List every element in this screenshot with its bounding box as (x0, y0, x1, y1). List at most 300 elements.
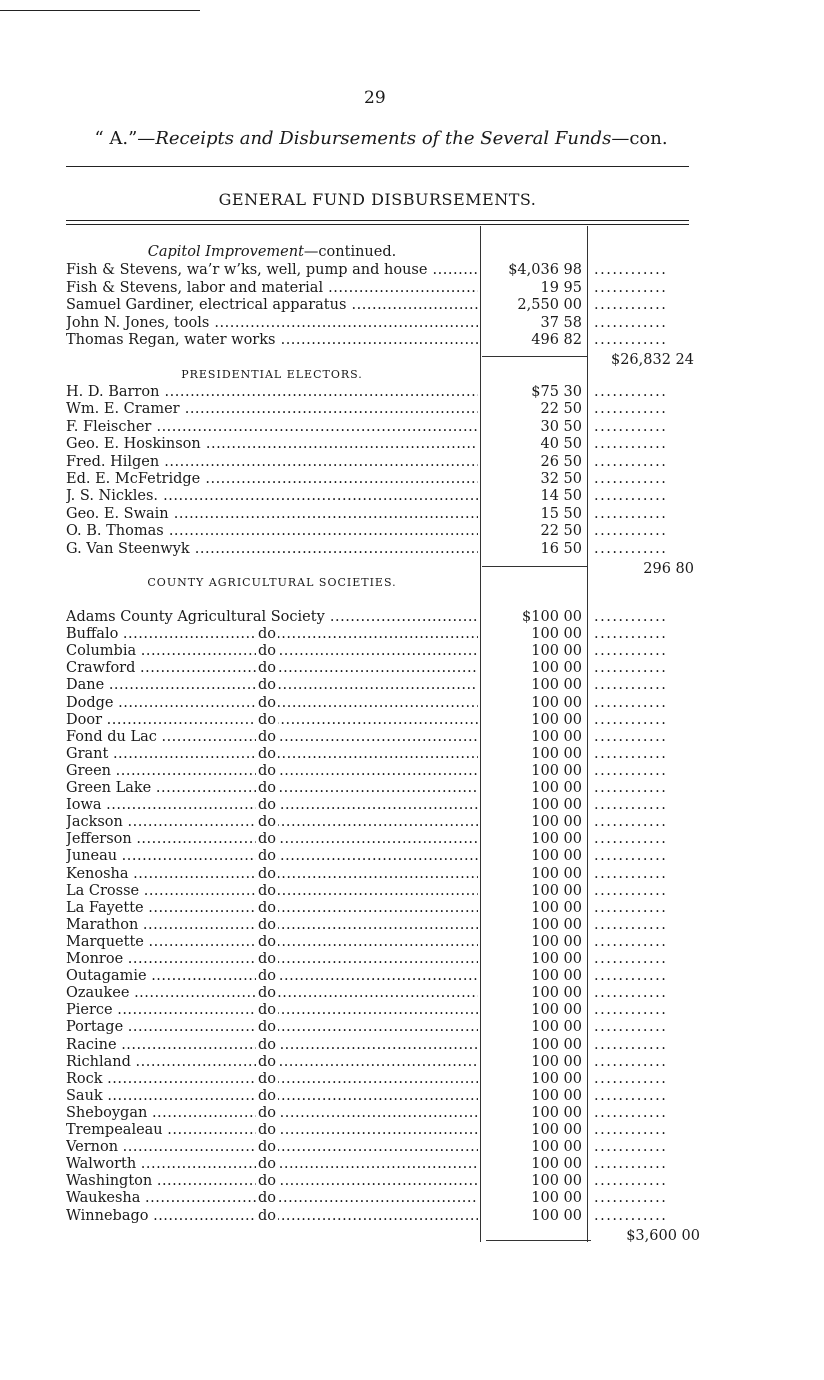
row-amount: 100 00 (531, 865, 582, 882)
row-leader-total: ............ (594, 418, 668, 435)
row-ditto: do (258, 865, 277, 882)
table-row (66, 883, 706, 900)
row-label: Dane (66, 677, 105, 694)
row-leader-total: ............ (594, 436, 668, 453)
row-label: Green (66, 762, 112, 779)
row-label: Fred. Hilgen (66, 453, 160, 470)
row-leader-total: ............ (594, 831, 668, 848)
row-label: Vernon (66, 1139, 119, 1156)
row-leader (102, 712, 107, 728)
row-name (66, 1190, 478, 1207)
row-name (66, 746, 478, 763)
row-leader (114, 695, 119, 711)
row-label: Waukesha (66, 1190, 141, 1207)
row-leader (138, 917, 143, 933)
row-leader (144, 900, 149, 916)
row-leader (103, 1071, 108, 1087)
row-ditto: do (258, 1104, 277, 1121)
row-name (66, 763, 478, 780)
row-amount: 2,550 00 (517, 297, 582, 313)
row-ditto: do (258, 677, 277, 694)
row-name (66, 384, 478, 401)
row-leader-total: ............ (594, 1087, 668, 1104)
row-ditto: do (258, 1002, 277, 1019)
row-amount: 100 00 (531, 1190, 582, 1207)
row-leader-total: ............ (594, 711, 668, 728)
row-ditto: do (258, 1190, 277, 1207)
row-label: J. S. Nickles. (66, 488, 159, 505)
page-heading (66, 128, 696, 149)
row-leader-total: ............ (594, 968, 668, 985)
table-row (66, 436, 706, 453)
row-amount: 100 00 (531, 882, 582, 899)
row-leader-total: ............ (594, 523, 668, 540)
row-leader (147, 968, 152, 984)
row-amount: 100 00 (531, 933, 582, 950)
row-label: Fish & Stevens, wa’r w’ks, well, pump and house (66, 262, 428, 278)
row-ditto: do (258, 916, 277, 933)
row-name (66, 1139, 478, 1156)
row-label: Racine (66, 1036, 117, 1053)
row-leader-total: ............ (594, 1070, 668, 1087)
row-label: Rock (66, 1070, 103, 1087)
row-name (66, 401, 478, 418)
row-name (66, 1088, 478, 1105)
table-row (66, 401, 706, 418)
row-name (66, 1019, 478, 1036)
table-row (66, 712, 706, 729)
row-name (66, 1054, 478, 1071)
row-name (66, 436, 478, 453)
table-row (66, 523, 706, 540)
row-leader-total: ............ (594, 797, 668, 814)
table-row (66, 866, 706, 883)
row-leader (123, 814, 128, 830)
row-label: Juneau (66, 848, 118, 865)
table-row (66, 315, 706, 332)
table-row (66, 541, 706, 558)
table-row (66, 729, 706, 746)
table-row (66, 677, 706, 694)
row-ditto: do (258, 694, 277, 711)
table-row (66, 1190, 706, 1207)
row-leader (140, 1190, 145, 1206)
row-leader-total: ............ (594, 314, 668, 331)
row-label: Iowa (66, 797, 102, 814)
table-row (66, 1037, 706, 1054)
row-ditto: do (258, 951, 277, 967)
row-ditto: do (258, 780, 277, 796)
row-amount: 100 00 (531, 951, 582, 967)
row-leader (123, 1019, 128, 1035)
row-amount: 100 00 (531, 899, 582, 916)
row-amount: 100 00 (531, 985, 582, 1002)
row-ditto: do (258, 1053, 277, 1070)
heading-rule (66, 166, 689, 167)
table-row (66, 488, 706, 505)
row-leader-total: ............ (594, 1002, 668, 1019)
row-leader (135, 660, 140, 676)
table-row (66, 1105, 706, 1122)
row-name (66, 917, 478, 934)
row-amount: 100 00 (531, 1122, 582, 1138)
row-leader-total: ............ (594, 471, 668, 487)
row-name (66, 1002, 478, 1019)
row-leader-total: ............ (594, 865, 668, 882)
capitol-total: $26,832 24 (610, 352, 694, 368)
row-leader (123, 951, 128, 967)
row-leader-total: ............ (594, 609, 668, 625)
row-label: Marquette (66, 933, 144, 950)
row-amount: 100 00 (531, 1207, 582, 1224)
table-row (66, 968, 706, 985)
row-leader-total: ............ (594, 677, 668, 694)
row-ditto: do (258, 660, 277, 677)
table-row (66, 934, 706, 951)
row-leader-total: ............ (594, 728, 668, 745)
table-row (66, 297, 706, 314)
row-leader-total: ............ (594, 1156, 668, 1173)
table-row (66, 951, 706, 968)
row-amount: 15 50 (540, 505, 582, 522)
row-ditto: do (258, 899, 277, 916)
table-row (66, 780, 706, 797)
row-name (66, 541, 478, 558)
table-row (66, 454, 706, 471)
row-amount: 100 00 (531, 797, 582, 814)
row-leader-total: ............ (594, 1104, 668, 1121)
row-name (66, 1105, 478, 1122)
row-leader-total: ............ (594, 660, 668, 677)
row-name (66, 332, 478, 349)
row-label: La Crosse (66, 882, 140, 899)
row-amount: 100 00 (531, 831, 582, 848)
row-name (66, 729, 478, 746)
row-leader-total: ............ (594, 488, 668, 505)
table-row (66, 1156, 706, 1173)
row-leader (118, 1139, 123, 1155)
row-amount: 100 00 (531, 660, 582, 677)
table-row (66, 1071, 706, 1088)
row-name (66, 609, 478, 626)
row-leader-total: ............ (594, 401, 668, 418)
row-label: Green Lake (66, 780, 152, 796)
row-leader (131, 1054, 136, 1070)
row-label: Columbia (66, 643, 137, 660)
row-name (66, 1208, 478, 1225)
row-amount: 100 00 (531, 643, 582, 660)
row-leader-total: ............ (594, 540, 668, 557)
row-amount: 100 00 (531, 1173, 582, 1190)
row-leader-total: ............ (594, 1190, 668, 1207)
table-row (66, 1122, 706, 1139)
row-leader-total: ............ (594, 643, 668, 660)
capitol-subtotal-rule (482, 356, 587, 357)
row-ditto: do (258, 882, 277, 899)
row-leader-total: ............ (594, 814, 668, 831)
row-label: Winnebago (66, 1207, 149, 1224)
row-name (66, 419, 478, 436)
row-ditto: do (258, 626, 277, 643)
row-amount: 100 00 (531, 1139, 582, 1156)
row-leader-total: ............ (594, 1019, 668, 1036)
row-label: Outagamie (66, 968, 147, 985)
row-label: Grant (66, 745, 109, 762)
row-leader (139, 883, 144, 899)
row-amount: 100 00 (531, 1070, 582, 1087)
electors-subtotal-rule (482, 566, 587, 567)
table-row (66, 1139, 706, 1156)
row-leader-total: ............ (594, 505, 668, 522)
row-leader-total: ............ (594, 1036, 668, 1053)
row-leader (148, 1208, 153, 1224)
row-name (66, 1037, 478, 1054)
row-ditto: do (258, 1207, 277, 1224)
row-ditto: do (258, 1087, 277, 1104)
row-label: Monroe (66, 951, 124, 967)
table-row (66, 471, 706, 488)
row-name (66, 280, 478, 297)
row-ditto: do (258, 1156, 277, 1173)
row-name (66, 900, 478, 917)
row-amount: 30 50 (540, 418, 582, 435)
row-label: Door (66, 711, 103, 728)
row-amount: 100 00 (531, 780, 582, 796)
table-row (66, 1088, 706, 1105)
row-label: Kenosha (66, 865, 129, 882)
row-leader-total: ............ (594, 279, 668, 296)
row-leader (136, 1156, 141, 1172)
row-name (66, 1071, 478, 1088)
row-label: Pierce (66, 1002, 113, 1019)
row-ditto: do (258, 1122, 277, 1138)
row-leader (163, 1122, 168, 1138)
row-amount: 100 00 (531, 1156, 582, 1173)
table-row (66, 831, 706, 848)
row-ditto: do (258, 762, 277, 779)
row-name (66, 712, 478, 729)
row-amount: 100 00 (531, 1002, 582, 1019)
row-amount: 22 50 (540, 401, 582, 418)
row-ditto: do (258, 1173, 277, 1190)
table-row (66, 609, 706, 626)
row-label: Geo. E. Hoskinson (66, 436, 201, 453)
table-row (66, 660, 706, 677)
row-leader (152, 1173, 157, 1189)
table-row (66, 280, 706, 297)
row-ditto: do (258, 643, 277, 660)
row-label: O. B. Thomas (66, 523, 164, 540)
row-leader-total: ............ (594, 762, 668, 779)
row-leader-total: ............ (594, 745, 668, 762)
row-leader (103, 1088, 108, 1104)
row-amount: 100 00 (531, 814, 582, 831)
row-name (66, 643, 478, 660)
row-leader (147, 1105, 152, 1121)
row-ditto: do (258, 1139, 277, 1156)
capitol-title (66, 244, 478, 260)
row-label: Portage (66, 1019, 124, 1036)
row-amount: 100 00 (531, 1036, 582, 1053)
row-amount: 26 50 (540, 453, 582, 470)
table-row (66, 985, 706, 1002)
row-amount: 100 00 (531, 745, 582, 762)
row-name (66, 848, 478, 865)
row-amount: 100 00 (531, 1104, 582, 1121)
row-leader (111, 763, 116, 779)
row-name (66, 506, 478, 523)
row-ditto: do (258, 985, 277, 1002)
row-name (66, 677, 478, 694)
row-leader (102, 797, 107, 813)
row-leader (136, 643, 141, 659)
row-label: La Fayette (66, 899, 144, 916)
row-amount: $100 00 (522, 609, 582, 625)
electors-title: PRESIDENTIAL ELECTORS. (181, 368, 363, 381)
row-name (66, 297, 478, 314)
row-ditto: do (258, 848, 277, 865)
table-row (66, 848, 706, 865)
row-leader-total: ............ (594, 384, 668, 400)
row-label: Jefferson (66, 831, 132, 848)
row-ditto: do (258, 968, 277, 985)
row-leader (104, 677, 109, 693)
row-amount: 100 00 (531, 677, 582, 694)
row-label: Washington (66, 1173, 153, 1190)
row-ditto: do (258, 933, 277, 950)
row-label: Crawford (66, 660, 136, 677)
row-name (66, 262, 478, 279)
row-leader (151, 780, 156, 796)
row-amount: 14 50 (540, 488, 582, 505)
row-label: Ozaukee (66, 985, 130, 1002)
top-rule (0, 10, 200, 11)
row-label: Samuel Gardiner, electrical apparatus (66, 297, 347, 313)
table-row (66, 695, 706, 712)
row-ditto: do (258, 814, 277, 831)
row-leader-total: ............ (594, 453, 668, 470)
row-name (66, 454, 478, 471)
capitol-title-italic: Capitol Improvement (147, 244, 304, 260)
row-name (66, 695, 478, 712)
section-heading: GENERAL FUND DISBURSEMENTS. (218, 190, 537, 209)
table-row (66, 900, 706, 917)
heading-italic: Receipts and Disbursements of the Several Funds (155, 128, 612, 149)
table-row (66, 1054, 706, 1071)
row-label: Buffalo (66, 626, 119, 643)
row-name (66, 315, 478, 332)
row-name (66, 660, 478, 677)
row-ditto: do (258, 797, 277, 814)
row-amount: 37 58 (540, 314, 582, 331)
row-name (66, 951, 478, 968)
row-name (66, 1173, 478, 1190)
row-name (66, 985, 478, 1002)
row-ditto: do (258, 1019, 277, 1036)
table-row (66, 814, 706, 831)
row-amount: 22 50 (540, 523, 582, 540)
row-name (66, 814, 478, 831)
row-leader-total: ............ (594, 882, 668, 899)
row-leader (108, 746, 113, 762)
table-row (66, 384, 706, 401)
table-row (66, 746, 706, 763)
row-name (66, 883, 478, 900)
row-amount: 100 00 (531, 694, 582, 711)
row-ditto: do (258, 1036, 277, 1053)
table-row (66, 626, 706, 643)
row-leader (144, 934, 149, 950)
row-leader-total: ............ (594, 626, 668, 643)
table-row (66, 1173, 706, 1190)
table-row (66, 1208, 706, 1225)
row-ditto: do (258, 831, 277, 848)
row-leader-total: ............ (594, 951, 668, 967)
row-leader-total: ............ (594, 297, 668, 313)
row-leader (113, 1002, 118, 1018)
row-label: G. Van Steenwyk (66, 540, 190, 557)
table-row (66, 797, 706, 814)
electors-total: 296 80 (643, 561, 694, 577)
row-leader-total: ............ (594, 1122, 668, 1138)
row-leader-total: ............ (594, 899, 668, 916)
table-row (66, 643, 706, 660)
row-leader (157, 729, 162, 745)
row-label: Wm. E. Cramer (66, 401, 180, 418)
table-row (66, 419, 706, 436)
row-amount: 100 00 (531, 1053, 582, 1070)
row-label: Sheboygan (66, 1104, 148, 1121)
row-amount: 496 82 (531, 332, 582, 348)
row-label: Fond du Lac (66, 728, 157, 745)
row-name (66, 471, 478, 488)
row-label: Trempealeau (66, 1122, 163, 1138)
heading-prefix: “ A.”— (94, 128, 156, 149)
row-label: F. Fleischer (66, 418, 152, 435)
row-amount: $4,036 98 (508, 262, 582, 278)
row-label: Dodge (66, 694, 114, 711)
row-label: Marathon (66, 916, 139, 933)
societies-title: COUNTY AGRICULTURAL SOCIETIES. (147, 576, 397, 589)
row-ditto: do (258, 728, 277, 745)
row-label: H. D. Barron (66, 384, 160, 400)
row-amount: 40 50 (540, 436, 582, 453)
row-amount: 32 50 (540, 471, 582, 487)
table-row (66, 332, 706, 349)
table-row (66, 1019, 706, 1036)
row-leader-total: ............ (594, 1207, 668, 1224)
row-amount: 100 00 (531, 916, 582, 933)
row-leader-total: ............ (594, 1173, 668, 1190)
row-name (66, 1122, 478, 1139)
row-ditto: do (258, 1070, 277, 1087)
table-row (66, 262, 706, 279)
row-label: John N. Jones, tools (66, 314, 210, 331)
row-name (66, 780, 478, 797)
row-label: Sauk (66, 1087, 103, 1104)
row-name (66, 866, 478, 883)
societies-subtotal-rule (486, 1240, 591, 1241)
row-leader-total: ............ (594, 916, 668, 933)
row-ditto: do (258, 745, 277, 762)
row-name (66, 934, 478, 951)
row-name (66, 831, 478, 848)
row-label: Ed. E. McFetridge (66, 471, 201, 487)
row-name (66, 488, 478, 505)
row-amount: 100 00 (531, 1087, 582, 1104)
row-leader (117, 848, 122, 864)
row-amount: 100 00 (531, 1019, 582, 1036)
